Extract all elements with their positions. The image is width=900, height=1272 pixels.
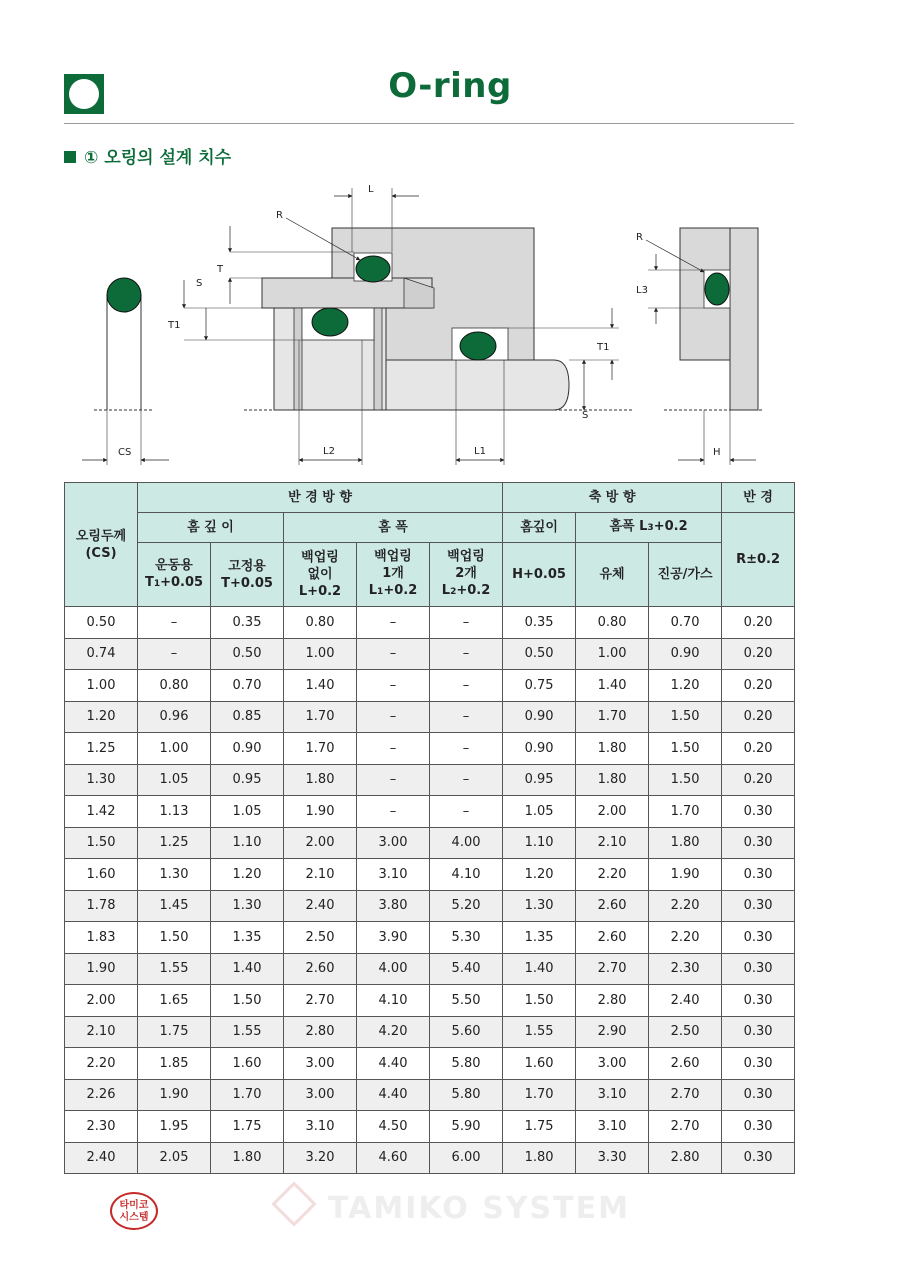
table-cell: 3.10 <box>357 859 430 891</box>
header-cs: 오링두께 (CS) <box>65 483 138 607</box>
table-cell: 2.10 <box>65 1016 138 1048</box>
table-cell: 1.80 <box>576 733 649 765</box>
table-cell: 2.10 <box>576 827 649 859</box>
section-heading <box>64 143 231 168</box>
table-cell: – <box>357 701 430 733</box>
table-cell: 2.60 <box>576 890 649 922</box>
rod-oring-section <box>312 308 348 336</box>
table-cell: 3.00 <box>284 1048 357 1080</box>
table-cell: 1.30 <box>503 890 576 922</box>
table-cell: – <box>357 764 430 796</box>
table-cell: 1.90 <box>649 859 722 891</box>
table-cell: 1.35 <box>503 922 576 954</box>
table-cell: 2.40 <box>649 985 722 1017</box>
table-cell: 2.30 <box>649 953 722 985</box>
table-cell: 2.60 <box>576 922 649 954</box>
table-cell: 1.55 <box>211 1016 284 1048</box>
table-cell: 0.50 <box>65 607 138 639</box>
table-row <box>65 733 795 765</box>
table-cell: 1.70 <box>284 701 357 733</box>
table-cell: 4.20 <box>357 1016 430 1048</box>
table-cell: 1.55 <box>503 1016 576 1048</box>
table-cell: 1.30 <box>211 890 284 922</box>
label-s-top: S <box>196 278 203 289</box>
table-cell: 1.70 <box>503 1079 576 1111</box>
table-cell: 0.90 <box>211 733 284 765</box>
table-cell: 2.60 <box>649 1048 722 1080</box>
label-cs: CS <box>118 447 132 458</box>
table-cell: 6.00 <box>430 1142 503 1174</box>
table-cell: 3.90 <box>357 922 430 954</box>
table-cell: 1.75 <box>138 1016 211 1048</box>
table-cell: 0.95 <box>211 764 284 796</box>
table-cell: 5.40 <box>430 953 503 985</box>
table-cell: 0.90 <box>503 733 576 765</box>
table-cell: 1.05 <box>503 796 576 828</box>
header-radius: 반 경 <box>722 483 795 513</box>
table-cell: 2.20 <box>65 1048 138 1080</box>
table-cell: 4.10 <box>357 985 430 1017</box>
table-cell: 1.85 <box>138 1048 211 1080</box>
table-cell: 1.80 <box>649 827 722 859</box>
table-cell: 1.50 <box>138 922 211 954</box>
table-cell: 0.30 <box>722 796 795 828</box>
table-cell: 0.80 <box>284 607 357 639</box>
table-cell: 1.50 <box>649 701 722 733</box>
table-row <box>65 859 795 891</box>
table-cell: 2.70 <box>649 1079 722 1111</box>
table-cell: 3.00 <box>357 827 430 859</box>
face-housing-right <box>730 228 758 410</box>
table-cell: 0.50 <box>503 638 576 670</box>
table-cell: 1.75 <box>211 1111 284 1143</box>
label-l2: L2 <box>323 446 335 457</box>
table-cell: 1.80 <box>576 764 649 796</box>
table-cell: 1.10 <box>503 827 576 859</box>
table-cell: 2.00 <box>65 985 138 1017</box>
table-cell: 3.80 <box>357 890 430 922</box>
table-cell: 5.20 <box>430 890 503 922</box>
table-cell: 0.20 <box>722 638 795 670</box>
table-cell: 1.20 <box>503 859 576 891</box>
table-cell: 0.70 <box>211 670 284 702</box>
table-cell: 1.00 <box>65 670 138 702</box>
label-t1-left: T1 <box>168 320 181 331</box>
table-cell: 0.80 <box>138 670 211 702</box>
table-row <box>65 922 795 954</box>
table-cell: 0.80 <box>576 607 649 639</box>
table-cell: 0.75 <box>503 670 576 702</box>
table-cell: – <box>357 733 430 765</box>
table-cell: 0.30 <box>722 859 795 891</box>
table-cell: – <box>430 638 503 670</box>
label-l: L <box>368 184 374 195</box>
table-cell: 1.80 <box>211 1142 284 1174</box>
table-cell: 1.20 <box>65 701 138 733</box>
table-cell: 0.20 <box>722 670 795 702</box>
table-cell: 0.30 <box>722 827 795 859</box>
table-cell: 1.45 <box>138 890 211 922</box>
table-cell: – <box>357 638 430 670</box>
table-cell: 0.30 <box>722 953 795 985</box>
table-row <box>65 670 795 702</box>
table-cell: 0.90 <box>503 701 576 733</box>
table-row <box>65 1079 795 1111</box>
table-cell: 1.78 <box>65 890 138 922</box>
table-cell: 4.60 <box>357 1142 430 1174</box>
title-rule <box>64 123 794 124</box>
table-cell: 0.30 <box>722 1079 795 1111</box>
face-oring-section <box>705 273 729 305</box>
table-row <box>65 1111 795 1143</box>
table-row <box>65 953 795 985</box>
table-cell: 1.25 <box>138 827 211 859</box>
table-cell: 1.00 <box>576 638 649 670</box>
table-cell: 0.35 <box>503 607 576 639</box>
table-cell: 1.35 <box>211 922 284 954</box>
table-cell: 0.85 <box>211 701 284 733</box>
table-cell: 1.40 <box>211 953 284 985</box>
table-cell: 2.20 <box>576 859 649 891</box>
table-cell: 1.80 <box>284 764 357 796</box>
table-cell: – <box>430 796 503 828</box>
table-cell: 5.90 <box>430 1111 503 1143</box>
header-static: 고정용 T+0.05 <box>211 543 284 607</box>
table-cell: 0.30 <box>722 1016 795 1048</box>
table-cell: 1.13 <box>138 796 211 828</box>
label-l1: L1 <box>474 446 486 457</box>
table-row <box>65 890 795 922</box>
watermark: TAMIKO SYSTEM <box>278 1188 630 1226</box>
table-cell: 1.70 <box>211 1079 284 1111</box>
header-radius-tol: R±0.2 <box>722 513 795 607</box>
table-cell: 0.20 <box>722 701 795 733</box>
face-seal-figure <box>636 228 764 465</box>
table-cell: 1.70 <box>284 733 357 765</box>
table-cell: 1.00 <box>284 638 357 670</box>
table-cell: 1.42 <box>65 796 138 828</box>
header-axial-depth: 홈깊이 <box>503 513 576 543</box>
table-cell: 1.83 <box>65 922 138 954</box>
table-cell: 2.20 <box>649 922 722 954</box>
table-cell: 0.90 <box>649 638 722 670</box>
table-cell: 0.20 <box>722 733 795 765</box>
table-cell: – <box>357 796 430 828</box>
table-cell: 5.80 <box>430 1048 503 1080</box>
table-cell: 3.30 <box>576 1142 649 1174</box>
table-cell: 0.70 <box>649 607 722 639</box>
table-cell: 0.20 <box>722 764 795 796</box>
table-cell: 1.55 <box>138 953 211 985</box>
table-row <box>65 796 795 828</box>
label-s-bottom: S <box>582 410 589 421</box>
table-cell: 0.95 <box>503 764 576 796</box>
header-vacuum-gas: 진공/가스 <box>649 543 722 607</box>
header-axial: 축 방 향 <box>503 483 722 513</box>
table-cell: 5.30 <box>430 922 503 954</box>
header-axial-width: 홈폭 L3+0.2 <box>576 513 722 543</box>
header-dynamic: 운동용 T1+0.05 <box>138 543 211 607</box>
table-cell: 0.35 <box>211 607 284 639</box>
table-cell: 1.50 <box>503 985 576 1017</box>
table-cell: 0.96 <box>138 701 211 733</box>
table-cell: – <box>357 607 430 639</box>
table-cell: 3.20 <box>284 1142 357 1174</box>
page-title: O-ring <box>388 66 512 106</box>
table-row <box>65 638 795 670</box>
table-cell: 2.26 <box>65 1079 138 1111</box>
table-cell: 2.50 <box>649 1016 722 1048</box>
table-cell: 2.80 <box>649 1142 722 1174</box>
table-cell: 1.90 <box>284 796 357 828</box>
table-cell: 1.90 <box>65 953 138 985</box>
table-cell: 1.65 <box>138 985 211 1017</box>
shaft <box>384 360 569 410</box>
header-fluid: 유체 <box>576 543 649 607</box>
table-cell: 1.90 <box>138 1079 211 1111</box>
label-t: T <box>217 264 224 275</box>
table-cell: 2.70 <box>649 1111 722 1143</box>
table-row <box>65 607 795 639</box>
table-cell: 0.20 <box>722 607 795 639</box>
table-cell: 1.40 <box>284 670 357 702</box>
header-radial: 반 경 방 향 <box>138 483 503 513</box>
table-row <box>65 1016 795 1048</box>
table-cell: 2.20 <box>649 890 722 922</box>
table-cell: – <box>430 701 503 733</box>
table-cell: 1.20 <box>649 670 722 702</box>
table-cell: 1.80 <box>503 1142 576 1174</box>
table-cell: – <box>430 670 503 702</box>
header-groove-width: 홈 폭 <box>284 513 503 543</box>
table-cell: 0.30 <box>722 1142 795 1174</box>
table-cell: 1.60 <box>211 1048 284 1080</box>
section-heading-text: ① 오링의 설계 치수 <box>84 148 232 168</box>
table-cell: 0.30 <box>722 922 795 954</box>
table-cell: 1.05 <box>211 796 284 828</box>
table-cell: 1.70 <box>649 796 722 828</box>
shaft-oring-section <box>460 332 496 360</box>
label-h: H <box>713 447 721 458</box>
table-cell: 3.00 <box>284 1079 357 1111</box>
table-cell: 2.30 <box>65 1111 138 1143</box>
table-cell: 3.10 <box>576 1079 649 1111</box>
table-cell: 1.40 <box>576 670 649 702</box>
label-r-face: R <box>636 232 643 243</box>
table-row <box>65 701 795 733</box>
table-cell: 0.74 <box>65 638 138 670</box>
table-cell: 0.30 <box>722 890 795 922</box>
free-oring-section <box>107 278 141 312</box>
table-cell: – <box>430 607 503 639</box>
table-cell: 0.30 <box>722 985 795 1017</box>
table-row <box>65 764 795 796</box>
table-cell: 1.95 <box>138 1111 211 1143</box>
table-cell: 4.00 <box>430 827 503 859</box>
header-h-tol: H+0.05 <box>503 543 576 607</box>
table-cell: 4.40 <box>357 1079 430 1111</box>
oring-design-diagram <box>64 180 794 470</box>
table-cell: – <box>357 670 430 702</box>
table-cell: 2.70 <box>576 953 649 985</box>
table-cell: 1.50 <box>65 827 138 859</box>
table-cell: 1.50 <box>649 764 722 796</box>
table-row <box>65 1048 795 1080</box>
table-cell: 2.80 <box>284 1016 357 1048</box>
heading-square-icon <box>64 151 76 163</box>
table-cell: 5.80 <box>430 1079 503 1111</box>
oring-design-dimension-table <box>64 482 795 1174</box>
watermark-diamond-icon <box>271 1181 316 1226</box>
table-cell: 0.50 <box>211 638 284 670</box>
label-t1-right: T1 <box>597 342 610 353</box>
label-r: R <box>276 210 283 221</box>
table-cell: 0.30 <box>722 1048 795 1080</box>
free-oring-figure <box>82 278 169 465</box>
table-cell: 1.20 <box>211 859 284 891</box>
table-cell: 1.70 <box>576 701 649 733</box>
table-body <box>65 607 795 1174</box>
label-l3: L3 <box>636 285 648 296</box>
table-row <box>65 827 795 859</box>
table-cell: 1.00 <box>138 733 211 765</box>
table-cell: 1.60 <box>503 1048 576 1080</box>
table-cell: 5.60 <box>430 1016 503 1048</box>
table-cell: 5.50 <box>430 985 503 1017</box>
table-cell: 3.10 <box>576 1111 649 1143</box>
table-cell: 0.30 <box>722 1111 795 1143</box>
table-cell: 4.00 <box>357 953 430 985</box>
table-cell: 2.00 <box>284 827 357 859</box>
header-no-backup: 백업링 없이 L+0.2 <box>284 543 357 607</box>
table-cell: 2.50 <box>284 922 357 954</box>
table-cell: – <box>430 733 503 765</box>
table-cell: – <box>430 764 503 796</box>
header-groove-depth: 홈 깊 이 <box>138 513 284 543</box>
top-oring-section <box>356 256 390 282</box>
table-cell: 1.25 <box>65 733 138 765</box>
table-cell: – <box>138 607 211 639</box>
gland-assembly <box>244 228 634 410</box>
table-cell: 1.40 <box>503 953 576 985</box>
table-cell: 1.75 <box>503 1111 576 1143</box>
table-row <box>65 985 795 1017</box>
table-cell: 2.00 <box>576 796 649 828</box>
table-cell: 2.40 <box>284 890 357 922</box>
table-row <box>65 1142 795 1174</box>
table-cell: 1.10 <box>211 827 284 859</box>
table-cell: 1.50 <box>649 733 722 765</box>
table-cell: 2.40 <box>65 1142 138 1174</box>
table-cell: 4.50 <box>357 1111 430 1143</box>
table-cell: 2.70 <box>284 985 357 1017</box>
table-cell: 1.50 <box>211 985 284 1017</box>
table-cell: 1.30 <box>65 764 138 796</box>
table-cell: 2.90 <box>576 1016 649 1048</box>
table-cell: 3.00 <box>576 1048 649 1080</box>
table-cell: 1.30 <box>138 859 211 891</box>
table-cell: 2.80 <box>576 985 649 1017</box>
table-cell: 2.10 <box>284 859 357 891</box>
table-cell: – <box>138 638 211 670</box>
table-cell: 1.05 <box>138 764 211 796</box>
header-two-backup: 백업링 2개 L2+0.2 <box>430 543 503 607</box>
table-cell: 2.05 <box>138 1142 211 1174</box>
header-one-backup: 백업링 1개 L1+0.2 <box>357 543 430 607</box>
tamiko-logo: 타미코 시스템 <box>110 1192 158 1230</box>
table-cell: 2.60 <box>284 953 357 985</box>
table-cell: 1.60 <box>65 859 138 891</box>
table-cell: 4.10 <box>430 859 503 891</box>
table-cell: 4.40 <box>357 1048 430 1080</box>
table-cell: 3.10 <box>284 1111 357 1143</box>
